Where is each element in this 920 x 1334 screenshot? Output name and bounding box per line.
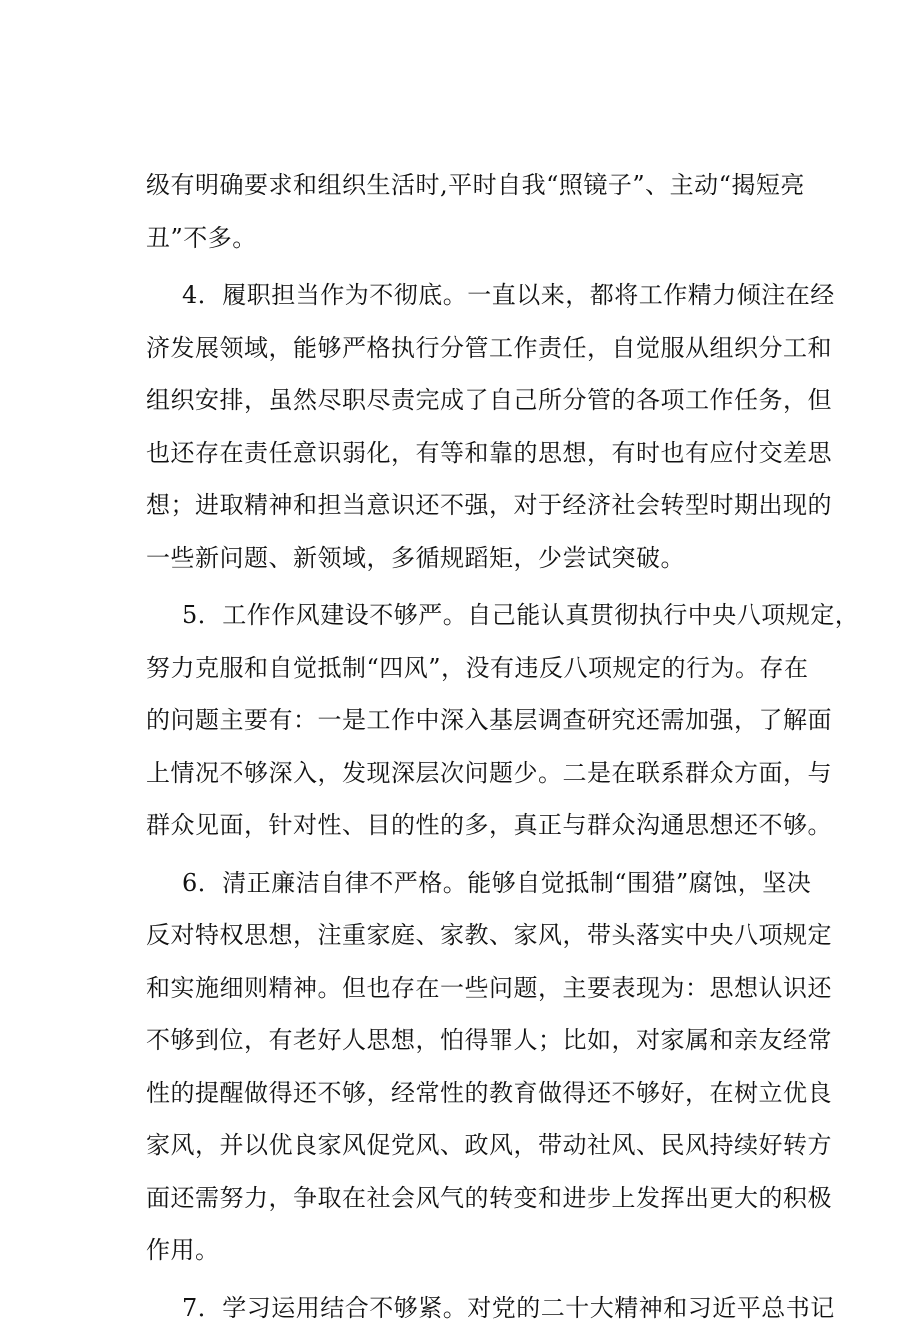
paragraph-item-6 — [146, 857, 806, 1277]
text-line: 面还需努力，争取在社会风气的转变和进步上发挥出更大的积极 — [146, 1172, 806, 1225]
text-line: 济发展领域，能够严格执行分管工作责任，自觉服从组织分工和 — [146, 322, 806, 375]
text-line: 组织安排，虽然尽职尽责完成了自己所分管的各项工作任务，但 — [146, 374, 806, 427]
text-line: 4．履职担当作为不彻底。一直以来，都将工作精力倾注在经 — [146, 269, 806, 322]
paragraph-item-7 — [146, 1282, 806, 1334]
paragraph-item-5 — [146, 589, 806, 852]
text-line: 5．工作作风建设不够严。自己能认真贯彻执行中央八项规定， — [146, 589, 806, 642]
text-line: 7．学习运用结合不够紧。对党的二十大精神和习近平总书记 — [146, 1282, 806, 1334]
text-line: 和实施细则精神。但也存在一些问题，主要表现为：思想认识还 — [146, 962, 806, 1015]
text-line: 丑”不多。 — [146, 212, 806, 265]
text-line: 群众见面，针对性、目的性的多，真正与群众沟通思想还不够。 — [146, 799, 806, 852]
document-body — [146, 159, 806, 1334]
text-line: 不够到位，有老好人思想，怕得罪人；比如，对家属和亲友经常 — [146, 1014, 806, 1067]
text-line: 也还存在责任意识弱化，有等和靠的思想，有时也有应付交差思 — [146, 427, 806, 480]
text-line: 性的提醒做得还不够，经常性的教育做得还不够好，在树立优良 — [146, 1067, 806, 1120]
text-line: 6．清正廉洁自律不严格。能够自觉抵制“围猎”腐蚀，坚决 — [146, 857, 806, 910]
text-line: 一些新问题、新领域，多循规蹈矩，少尝试突破。 — [146, 532, 806, 585]
text-line: 反对特权思想，注重家庭、家教、家风，带头落实中央八项规定 — [146, 909, 806, 962]
text-line: 想；进取精神和担当意识还不强，对于经济社会转型时期出现的 — [146, 479, 806, 532]
text-line: 作用。 — [146, 1224, 806, 1277]
text-line: 努力克服和自觉抵制“四风”，没有违反八项规定的行为。存在 — [146, 642, 806, 695]
text-line: 家风，并以优良家风促党风、政风，带动社风、民风持续好转方 — [146, 1119, 806, 1172]
paragraph-continuation — [146, 159, 806, 264]
text-line: 上情况不够深入，发现深层次问题少。二是在联系群众方面，与 — [146, 747, 806, 800]
paragraph-item-4 — [146, 269, 806, 584]
text-line: 的问题主要有：一是工作中深入基层调查研究还需加强，了解面 — [146, 694, 806, 747]
text-line: 级有明确要求和组织生活时,平时自我“照镜子”、主动“揭短亮 — [146, 159, 806, 212]
